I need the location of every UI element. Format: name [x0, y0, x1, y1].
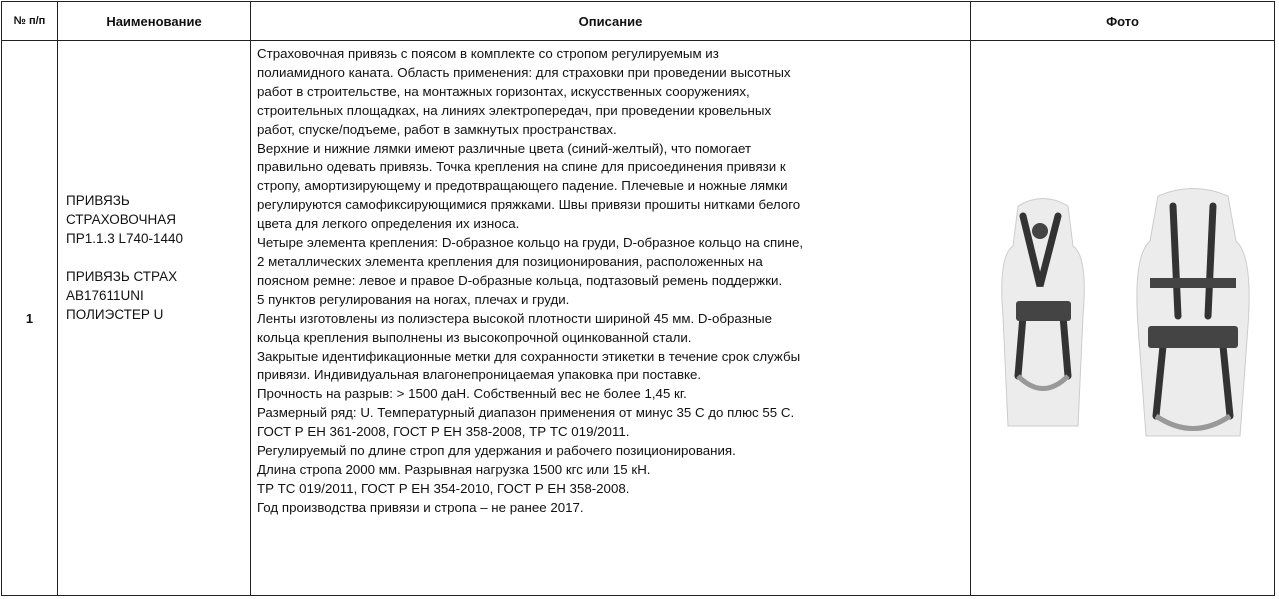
row-number: 1: [2, 41, 58, 596]
description-line: Год производства привязи и стропа – не ранее 2017.: [257, 499, 584, 515]
header-photo: Фото: [971, 2, 1275, 41]
header-name: Наименование: [58, 2, 251, 41]
header-row: [2, 2, 1275, 41]
product-name-line: AB17611UNI: [66, 288, 144, 303]
harness-photo: [978, 186, 1268, 446]
product-name-line: ПРИВЯЗЬ: [66, 193, 130, 208]
product-photo: [971, 41, 1275, 596]
description-line: 5 пунктов регулирования на ногах, плечах и груди.: [257, 291, 570, 307]
header-description: Описание: [251, 2, 971, 41]
description-line: цвета для легкого определения их износа.: [257, 216, 520, 232]
description-line: ГОСТ Р ЕН 361-2008, ГОСТ Р ЕН 358-2008, ТР ТС 019/2011.: [257, 424, 630, 440]
description-line: поясном ремне: левое и правое D-образные кольца, подтазовый ремень поддержки.: [257, 272, 783, 288]
description-line: Прочность на разрыв: > 1500 даН. Собственный вес не более 1,45 кг.: [257, 386, 687, 402]
description-line: работ, спуске/подъеме, работ в замкнутых пространствах.: [257, 121, 617, 137]
description-line: правильно одевать привязь. Точка крепления на спине для присоединения привязи к: [257, 159, 786, 175]
product-name-line: ПР1.1.3 L740-1440: [66, 231, 184, 246]
description-line: Регулируемый по длине строп для удержания и рабочего позиционирования.: [257, 443, 736, 459]
description-line: Ленты изготовлены из полиэстера высокой плотности шириной 45 мм. D-образные: [257, 310, 773, 326]
product-name-line: ПРИВЯЗЬ СТРАХ: [66, 269, 178, 284]
description-line: строительных площадках, на линиях электропередач, при проведении кровельных: [257, 102, 772, 118]
description-line: привязи. Индивидуальная влагонепроницаемая упаковка при поставке.: [257, 367, 702, 383]
description-line: Длина стропа 2000 мм. Разрывная нагрузка 1500 кгс или 15 кН.: [257, 461, 651, 477]
product-name-line: [66, 248, 250, 267]
description-line: ТР ТС 019/2011, ГОСТ Р ЕН 354-2010, ГОСТ Р ЕН 358-2008.: [257, 480, 630, 496]
description-line: полиамидного каната. Область применения: для страховки при проведении высотных: [257, 64, 791, 80]
product-name-line: ПОЛИЭСТЕР U: [66, 307, 164, 322]
description-line: Закрытые идентификационные метки для сохранности этикетки в течение срок службы: [257, 348, 801, 364]
header-num: № п/п: [2, 2, 58, 41]
product-table: [1, 1, 1275, 596]
description-line: 2 металлических элемента крепления для позиционирования, расположенных на: [257, 253, 763, 269]
product-name-line: СТРАХОВОЧНАЯ: [66, 212, 176, 227]
description-line: регулируются самофиксирующимися пряжками. Швы привязи прошиты нитками белого: [257, 197, 801, 213]
description-line: стропу, амортизирующему и предотвращающего падение. Плечевые и ножные лямки: [257, 178, 788, 194]
description-line: работ в строительстве, на монтажных горизонтах, искусственных сооружениях,: [257, 83, 750, 99]
product-name: [58, 41, 251, 596]
description-line: Размерный ряд: U. Температурный диапазон применения от минус 35 С до плюс 55 С.: [257, 405, 795, 421]
description-line: Четыре элемента крепления: D-образное кольцо на груди, D-образное кольцо на спине,: [257, 235, 804, 251]
description-line: Верхние и нижние лямки имеют различные цвета (синий-желтый), что помогает: [257, 140, 752, 156]
description-line: кольца крепления выполнены из высокопрочной оцинкованной стали.: [257, 329, 692, 345]
description-line: Страховочная привязь с поясом в комплекте со стропом регулируемым из: [257, 46, 719, 61]
product-description: [251, 41, 971, 596]
table-row: [2, 41, 1275, 596]
